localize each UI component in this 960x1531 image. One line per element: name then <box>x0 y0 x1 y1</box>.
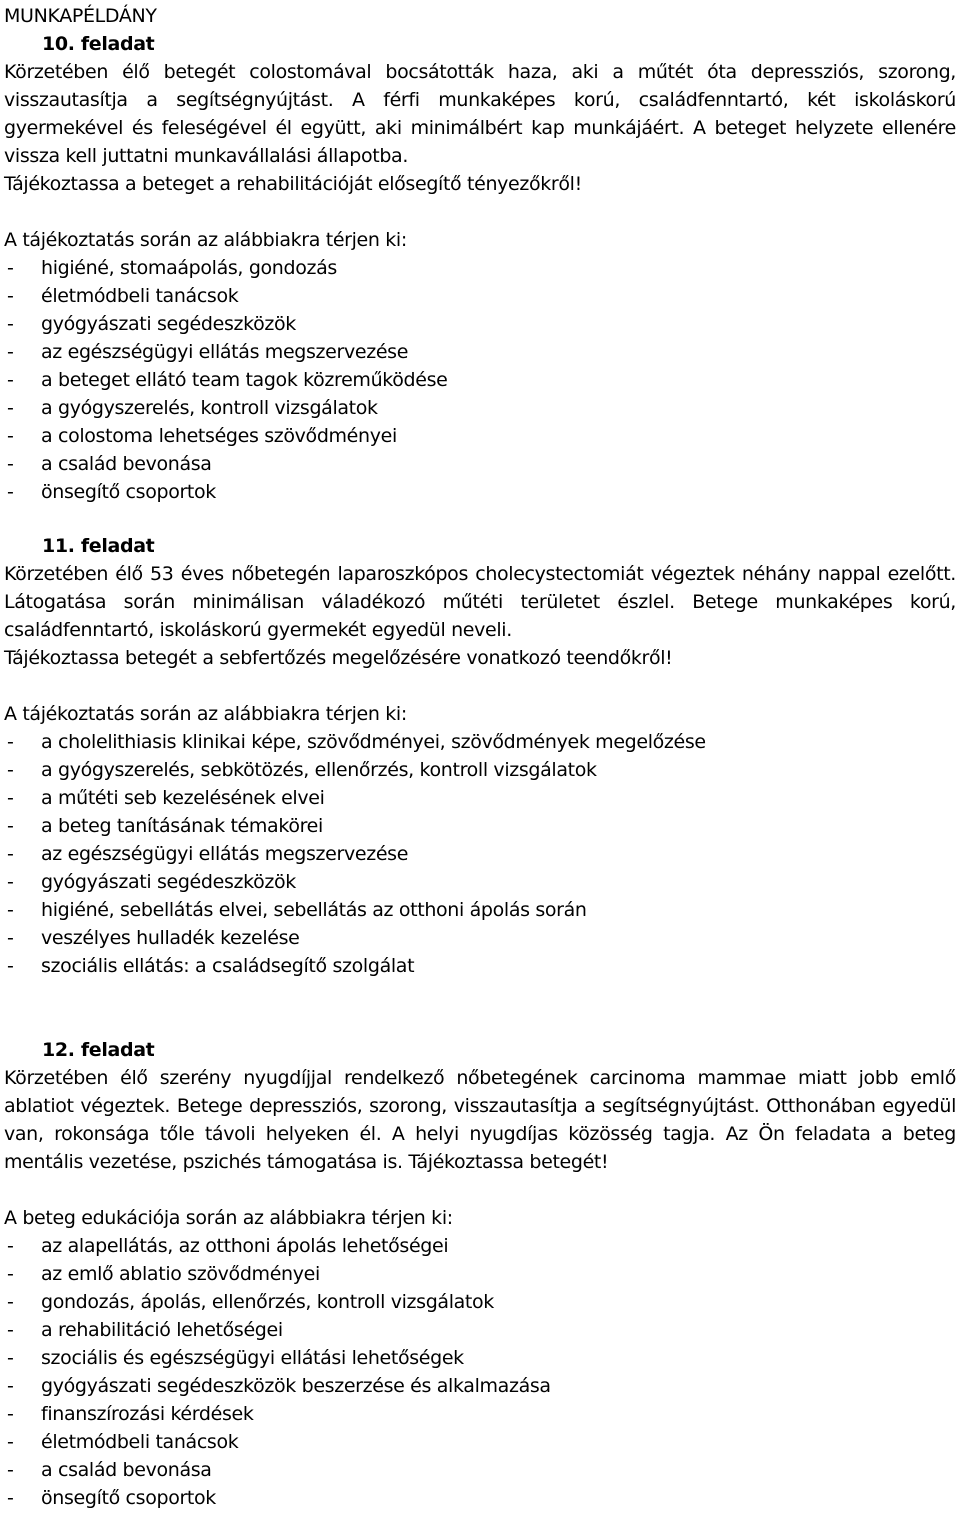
list-item-text: a gyógyszerelés, kontroll vizsgálatok <box>41 397 378 419</box>
dash-bullet: - <box>7 313 14 335</box>
task-description: Tájékoztassa betegét a sebfertőzés megelőzésére vonatkozó teendőkről! <box>4 647 673 669</box>
list-item <box>4 338 956 366</box>
task-description: Tájékoztassa a beteget a rehabilitációját elősegítő tényezőkről! <box>4 173 582 195</box>
list-item-text: az emlő ablatio szövődményei <box>41 1263 320 1285</box>
list-item-text: szociális és egészségügyi ellátási lehetőségek <box>41 1347 464 1369</box>
dash-bullet: - <box>7 899 14 921</box>
list-intro: A tájékoztatás során az alábbiakra térjen ki: <box>4 703 407 725</box>
list-item <box>4 1288 956 1316</box>
list-intro: A tájékoztatás során az alábbiakra térjen ki: <box>4 229 407 251</box>
list-item <box>4 1456 956 1484</box>
list-item <box>4 812 956 840</box>
list-item <box>4 840 956 868</box>
topic-list <box>4 254 956 506</box>
list-item-text: szociális ellátás: a családsegítő szolgálat <box>41 955 415 977</box>
dash-bullet: - <box>7 843 14 865</box>
task-list <box>4 30 956 1512</box>
dash-bullet: - <box>7 397 14 419</box>
list-item-text: gyógyászati segédeszközök <box>41 871 296 893</box>
dash-bullet: - <box>7 425 14 447</box>
dash-bullet: - <box>7 731 14 753</box>
list-item <box>4 1316 956 1344</box>
task-description: Körzetében élő betegét colostomával bocsátották haza, aki a műtét óta depressziós, szorong, visszautasítja a segítségnyújtást. A férfi munkaképes korú, családfenntartó, két iskoláskorú gyermekével és feleségével él együtt, aki minimálbért kap munkájáért. A beteget helyzete ellenére vissza kell juttatni munkavállalási állapotba. <box>4 61 956 167</box>
dash-bullet: - <box>7 1459 14 1481</box>
list-item-text: a cholelithiasis klinikai képe, szövődményei, szövődmények megelőzése <box>41 731 706 753</box>
list-item <box>4 282 956 310</box>
dash-bullet: - <box>7 1263 14 1285</box>
list-item <box>4 728 956 756</box>
list-item-text: a gyógyszerelés, sebkötözés, ellenőrzés, kontroll vizsgálatok <box>41 759 597 781</box>
dash-bullet: - <box>7 341 14 363</box>
dash-bullet: - <box>7 1291 14 1313</box>
list-item <box>4 756 956 784</box>
list-item-text: veszélyes hulladék kezelése <box>41 927 300 949</box>
dash-bullet: - <box>7 481 14 503</box>
list-item <box>4 952 956 980</box>
list-item-text: gyógyászati segédeszközök <box>41 313 296 335</box>
list-item-text: a rehabilitáció lehetőségei <box>41 1319 283 1341</box>
list-item-text: a műtéti seb kezelésének elvei <box>41 787 325 809</box>
list-item-text: a beteg tanításának témakörei <box>41 815 323 837</box>
list-item <box>4 784 956 812</box>
dash-bullet: - <box>7 369 14 391</box>
task-section <box>4 532 956 980</box>
list-item <box>4 1400 956 1428</box>
task-title: 11. feladat <box>42 535 155 557</box>
list-item <box>4 450 956 478</box>
list-item-text: higiéné, stomaápolás, gondozás <box>41 257 337 279</box>
list-item-text: önsegítő csoportok <box>41 1487 216 1509</box>
dash-bullet: - <box>7 955 14 977</box>
dash-bullet: - <box>7 257 14 279</box>
topic-list <box>4 1232 956 1512</box>
list-item <box>4 868 956 896</box>
dash-bullet: - <box>7 1375 14 1397</box>
list-item-text: gondozás, ápolás, ellenőrzés, kontroll vizsgálatok <box>41 1291 494 1313</box>
dash-bullet: - <box>7 285 14 307</box>
task-description: Körzetében élő 53 éves nőbetegén laparoszkópos cholecystectomiát végeztek néhány nappal ezelőtt. Látogatása során minimálisan váladékozó műtéti területet észlel. Betege munkaképes korú, családfenntartó, iskoláskorú gyermekét egyedül neveli. <box>4 563 956 641</box>
list-item <box>4 1372 956 1400</box>
list-item <box>4 366 956 394</box>
dash-bullet: - <box>7 1431 14 1453</box>
list-item-text: életmódbeli tanácsok <box>41 285 239 307</box>
list-item <box>4 1260 956 1288</box>
list-item <box>4 254 956 282</box>
list-item <box>4 422 956 450</box>
list-item <box>4 1232 956 1260</box>
task-section <box>4 980 956 1512</box>
dash-bullet: - <box>7 759 14 781</box>
topic-list <box>4 728 956 980</box>
list-item <box>4 896 956 924</box>
list-item-text: finanszírozási kérdések <box>41 1403 254 1425</box>
dash-bullet: - <box>7 1487 14 1509</box>
list-item-text: a család bevonása <box>41 1459 212 1481</box>
list-item-text: higiéné, sebellátás elvei, sebellátás az otthoni ápolás során <box>41 899 587 921</box>
dash-bullet: - <box>7 927 14 949</box>
task-section <box>4 30 956 506</box>
list-item-text: gyógyászati segédeszközök beszerzése és alkalmazása <box>41 1375 551 1397</box>
list-intro: A beteg edukációja során az alábbiakra térjen ki: <box>4 1207 453 1229</box>
task-description: Körzetében élő szerény nyugdíjjal rendelkező nőbetegének carcinoma mammae miatt jobb emlő ablatiot végeztek. Betege depressziós, szorong, visszautasítja a segítségnyújtást. Otthonában egyedül van, rokonsága tőle távoli helyeken él. A helyi nyugdíjas közösség tagja. Az Ön feladata a beteg mentális vezetése, pszichés támogatása is. Tájékoztassa betegét! <box>4 1067 956 1173</box>
list-item-text: életmódbeli tanácsok <box>41 1431 239 1453</box>
list-item-text: az egészségügyi ellátás megszervezése <box>41 843 409 865</box>
list-item <box>4 478 956 506</box>
dash-bullet: - <box>7 1403 14 1425</box>
dash-bullet: - <box>7 871 14 893</box>
list-item-text: az alapellátás, az otthoni ápolás lehetőségei <box>41 1235 449 1257</box>
list-item <box>4 1484 956 1512</box>
dash-bullet: - <box>7 787 14 809</box>
dash-bullet: - <box>7 1319 14 1341</box>
list-item-text: a colostoma lehetséges szövődményei <box>41 425 397 447</box>
list-item <box>4 924 956 952</box>
dash-bullet: - <box>7 453 14 475</box>
list-item-text: a család bevonása <box>41 453 212 475</box>
list-item <box>4 1428 956 1456</box>
list-item <box>4 394 956 422</box>
dash-bullet: - <box>7 1347 14 1369</box>
list-item <box>4 310 956 338</box>
list-item-text: önsegítő csoportok <box>41 481 216 503</box>
dash-bullet: - <box>7 1235 14 1257</box>
list-item <box>4 1344 956 1372</box>
task-title: 12. feladat <box>42 1039 155 1061</box>
list-item-text: az egészségügyi ellátás megszervezése <box>41 341 409 363</box>
document-header: MUNKAPÉLDÁNY <box>4 5 157 27</box>
list-item-text: a beteget ellátó team tagok közreműködése <box>41 369 448 391</box>
task-title: 10. feladat <box>42 33 155 55</box>
dash-bullet: - <box>7 815 14 837</box>
